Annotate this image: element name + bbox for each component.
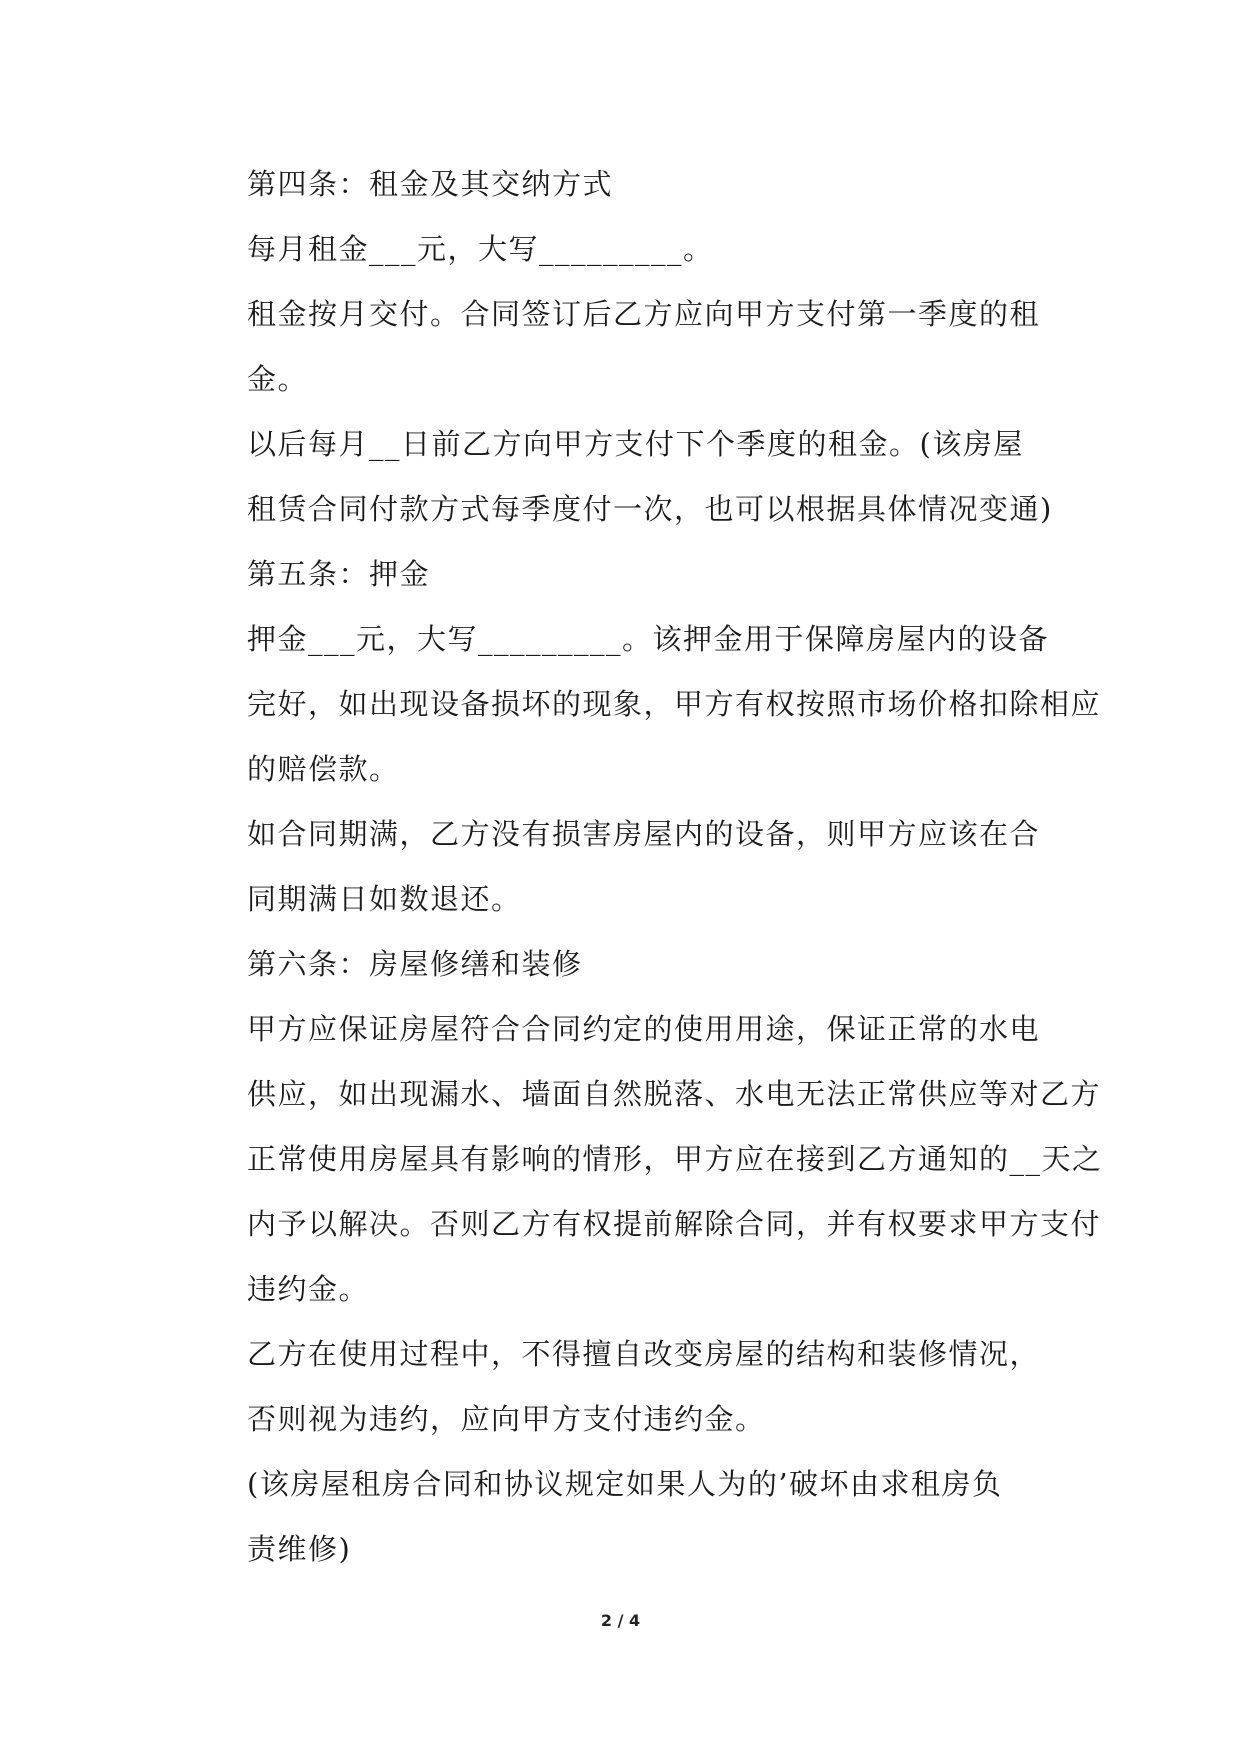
text-line: (该房屋租房合同和协议规定如果人为的’破坏由求租房负: [247, 1467, 1003, 1501]
text-line: 的赔偿款。: [247, 752, 400, 786]
text-line: 租赁合同付款方式每季度付一次，也可以根据具体情况变通): [247, 492, 1053, 526]
text-line: 否则视为违约，应向甲方支付违约金。: [247, 1402, 766, 1436]
section-heading-article-4: [189, 152, 1064, 217]
section-heading-article-5: [189, 542, 1064, 607]
text-line: 以后每月__日前乙方向甲方支付下个季度的租金。(该房屋: [247, 427, 1024, 461]
paragraph-monthly-rent: [189, 217, 1064, 282]
text-line: 内予以解决。否则乙方有权提前解除合同，并有权要求甲方支付: [247, 1207, 1102, 1241]
text-line: 乙方在使用过程中，不得擅自改变房屋的结构和装修情况，: [247, 1337, 1041, 1371]
text-line: 金。: [247, 362, 309, 396]
document-body: [189, 152, 1103, 1582]
text-line: 违约金。: [247, 1272, 370, 1306]
text-line: 第六条：房屋修缮和装修: [247, 947, 583, 981]
text-line: 完好，如出现设备损坏的现象，甲方有权按照市场价格扣除相应: [247, 687, 1102, 721]
paragraph-landlord-repairs: [189, 997, 1103, 1322]
text-line: 责维修): [247, 1532, 352, 1566]
section-heading-article-6: [189, 932, 1064, 997]
paragraph-deposit-refund: [189, 802, 1064, 932]
text-line: 甲方应保证房屋符合合同约定的使用用途，保证正常的水电: [247, 1012, 1041, 1046]
text-line: 租金按月交付。合同签订后乙方应向甲方支付第一季度的租: [247, 297, 1041, 331]
text-line: 每月租金___元，大写_________。: [247, 232, 714, 266]
paragraph-damage-note: [189, 1452, 1064, 1582]
page-number: 2 / 4: [600, 1611, 641, 1630]
text-line: 供应，如出现漏水、墙面自然脱落、水电无法正常供应等对乙方: [247, 1077, 1102, 1111]
text-line: 第四条：租金及其交纳方式: [247, 167, 614, 201]
text-line: 正常使用房屋具有影响的情形，甲方应在接到乙方通知的__天之: [247, 1142, 1103, 1176]
paragraph-rent-schedule: [189, 412, 1064, 542]
paragraph-deposit: [189, 607, 1102, 802]
text-line: 第五条：押金: [247, 557, 431, 591]
text-line: 押金___元，大写_________。该押金用于保障房屋内的设备: [247, 622, 1050, 656]
paragraph-rent-payment: [189, 282, 1064, 412]
text-line: 同期满日如数退还。: [247, 882, 522, 916]
paragraph-tenant-alterations: [189, 1322, 1064, 1452]
text-line: 如合同期满，乙方没有损害房屋内的设备，则甲方应该在合: [247, 817, 1041, 851]
